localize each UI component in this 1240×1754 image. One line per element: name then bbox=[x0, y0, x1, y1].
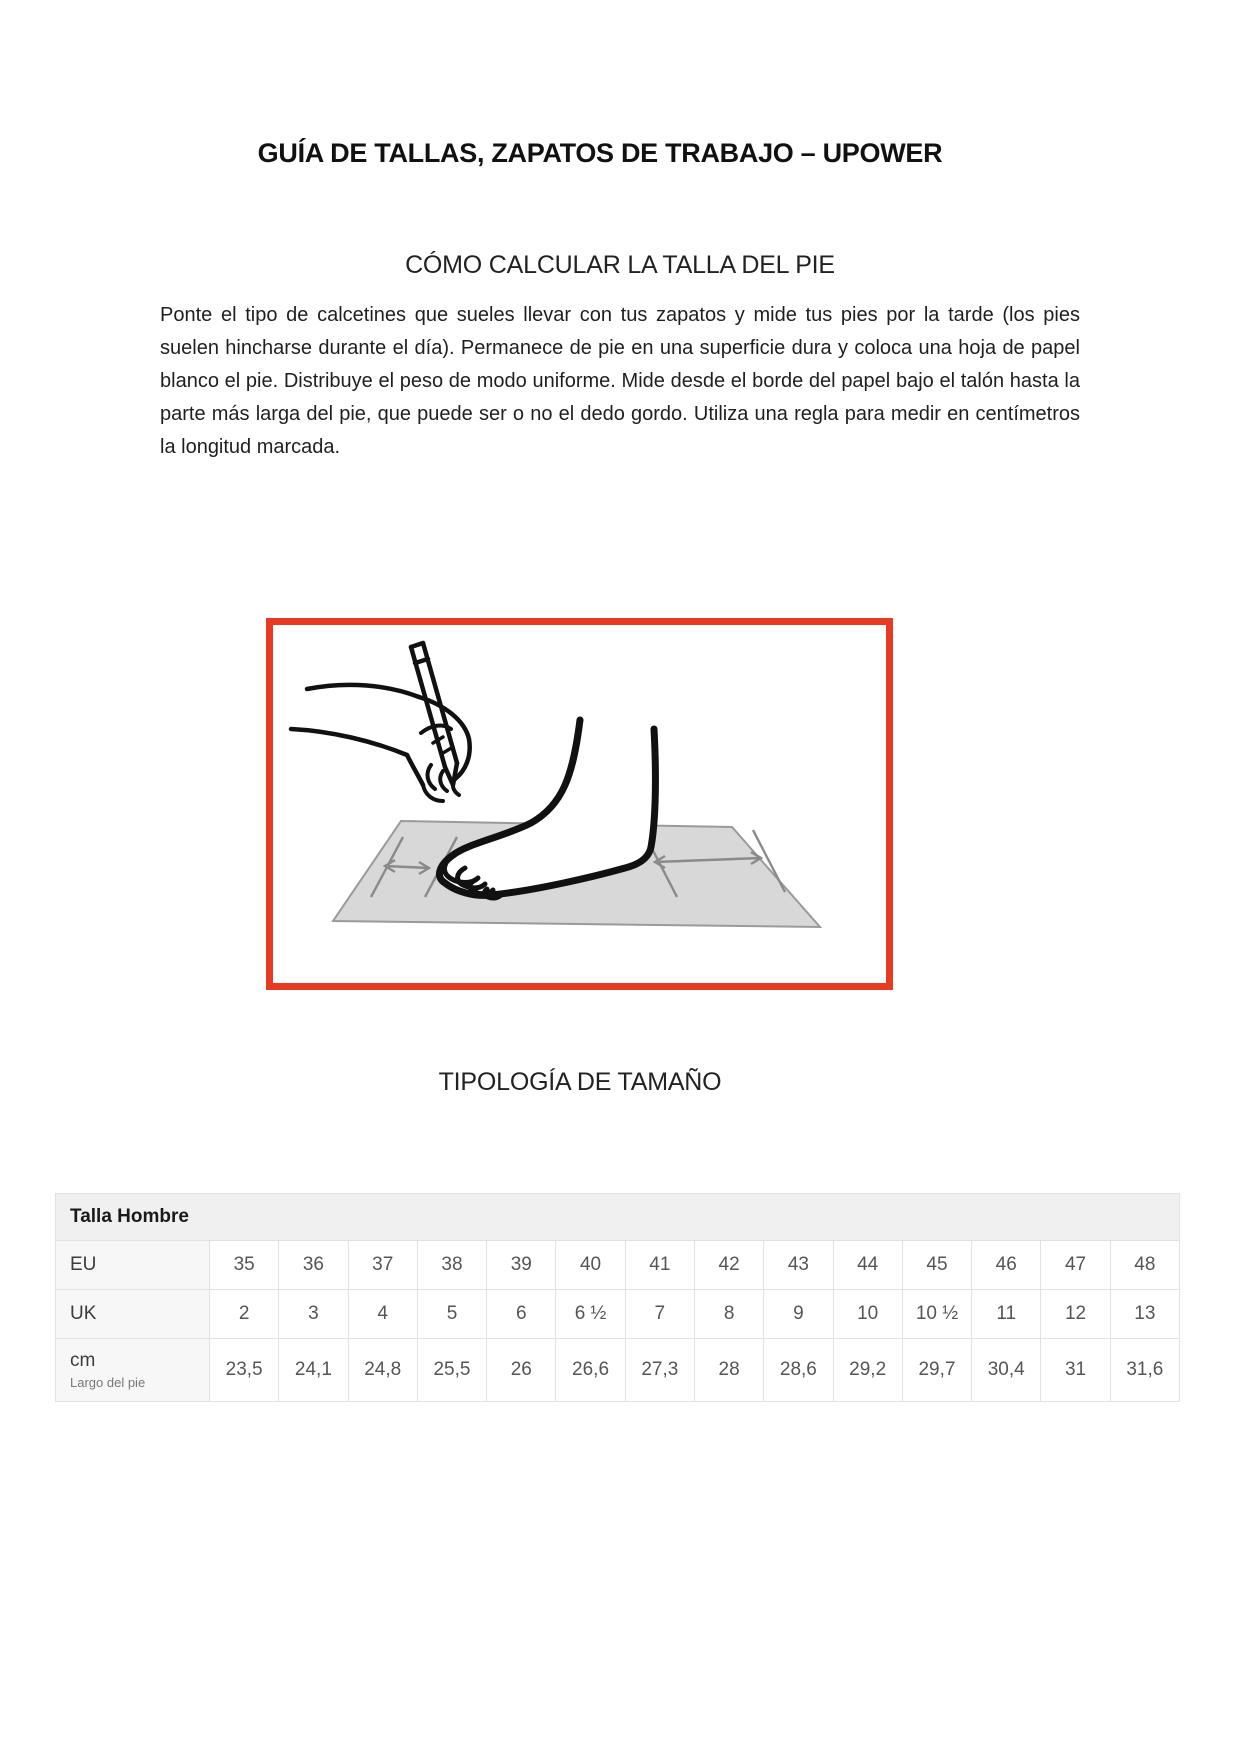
size-cell: 27,3 bbox=[625, 1339, 694, 1402]
size-table-body bbox=[56, 1241, 1180, 1402]
size-cell: 2 bbox=[210, 1290, 279, 1339]
size-cell: 39 bbox=[487, 1241, 556, 1290]
foot-tracing-illustration bbox=[273, 625, 886, 983]
row-label bbox=[56, 1290, 210, 1339]
size-cell: 24,1 bbox=[279, 1339, 348, 1402]
size-cell: 41 bbox=[625, 1241, 694, 1290]
size-cell: 28 bbox=[694, 1339, 763, 1402]
row-label bbox=[56, 1241, 210, 1290]
size-cell: 46 bbox=[972, 1241, 1041, 1290]
size-cell: 35 bbox=[210, 1241, 279, 1290]
size-typology-heading: TIPOLOGÍA DE TAMAÑO bbox=[438, 1068, 722, 1096]
hand-with-pencil bbox=[291, 643, 470, 801]
size-cell: 3 bbox=[279, 1290, 348, 1339]
row-label-text: EU bbox=[70, 1254, 97, 1275]
size-cell: 31,6 bbox=[1110, 1339, 1179, 1402]
size-cell: 40 bbox=[556, 1241, 625, 1290]
size-cell: 28,6 bbox=[764, 1339, 833, 1402]
size-cell: 4 bbox=[348, 1290, 417, 1339]
size-cell: 38 bbox=[417, 1241, 486, 1290]
size-cell: 24,8 bbox=[348, 1339, 417, 1402]
size-cell: 7 bbox=[625, 1290, 694, 1339]
size-row-uk bbox=[56, 1290, 1180, 1339]
size-cell: 5 bbox=[417, 1290, 486, 1339]
size-cell: 43 bbox=[764, 1241, 833, 1290]
size-cell: 30,4 bbox=[972, 1339, 1041, 1402]
document-title: GUÍA DE TALLAS, ZAPATOS DE TRABAJO – UPOWER bbox=[257, 138, 943, 168]
size-cell: 12 bbox=[1041, 1290, 1110, 1339]
size-cell: 48 bbox=[1110, 1241, 1179, 1290]
size-table-header-row bbox=[56, 1194, 1180, 1241]
row-label-text: cm bbox=[70, 1350, 96, 1371]
size-cell: 9 bbox=[764, 1290, 833, 1339]
size-cell: 23,5 bbox=[210, 1339, 279, 1402]
size-cell: 26,6 bbox=[556, 1339, 625, 1402]
how-to-paragraph: Ponte el tipo de calcetines que sueles llevar con tus zapatos y mide tus pies por la tarde (los pies suelen hincharse durante el día). Permanece de pie en una superficie dura y coloca una hoja de papel blanco el pie. Distribuye el peso de modo uniforme. Mide desde el borde del papel bajo el talón hasta la parte más larga del pie, que puede ser o no el dedo gordo. Utiliza una regla para medir en centímetros la longitud marcada. bbox=[160, 304, 1080, 458]
size-cell: 44 bbox=[833, 1241, 902, 1290]
size-cell: 26 bbox=[487, 1339, 556, 1402]
foot-measurement-figure bbox=[266, 618, 893, 990]
size-cell: 10 ½ bbox=[902, 1290, 971, 1339]
size-cell: 29,2 bbox=[833, 1339, 902, 1402]
size-cell: 11 bbox=[972, 1290, 1041, 1339]
size-cell: 25,5 bbox=[417, 1339, 486, 1402]
how-to-heading: CÓMO CALCULAR LA TALLA DEL PIE bbox=[405, 251, 835, 279]
size-row-cm bbox=[56, 1339, 1180, 1402]
size-cell: 47 bbox=[1041, 1241, 1110, 1290]
size-cell: 42 bbox=[694, 1241, 763, 1290]
size-cell: 6 ½ bbox=[556, 1290, 625, 1339]
size-cell: 8 bbox=[694, 1290, 763, 1339]
row-label bbox=[56, 1339, 210, 1402]
size-cell: 10 bbox=[833, 1290, 902, 1339]
size-cell: 6 bbox=[487, 1290, 556, 1339]
size-cell: 31 bbox=[1041, 1339, 1110, 1402]
size-table-title: Talla Hombre bbox=[56, 1194, 1180, 1241]
size-row-eu bbox=[56, 1241, 1180, 1290]
size-cell: 36 bbox=[279, 1241, 348, 1290]
size-table bbox=[55, 1193, 1180, 1402]
size-cell: 13 bbox=[1110, 1290, 1179, 1339]
row-label-text: UK bbox=[70, 1303, 97, 1324]
row-sublabel-text: Largo del pie bbox=[70, 1375, 146, 1390]
size-cell: 29,7 bbox=[902, 1339, 971, 1402]
size-cell: 37 bbox=[348, 1241, 417, 1290]
size-cell: 45 bbox=[902, 1241, 971, 1290]
